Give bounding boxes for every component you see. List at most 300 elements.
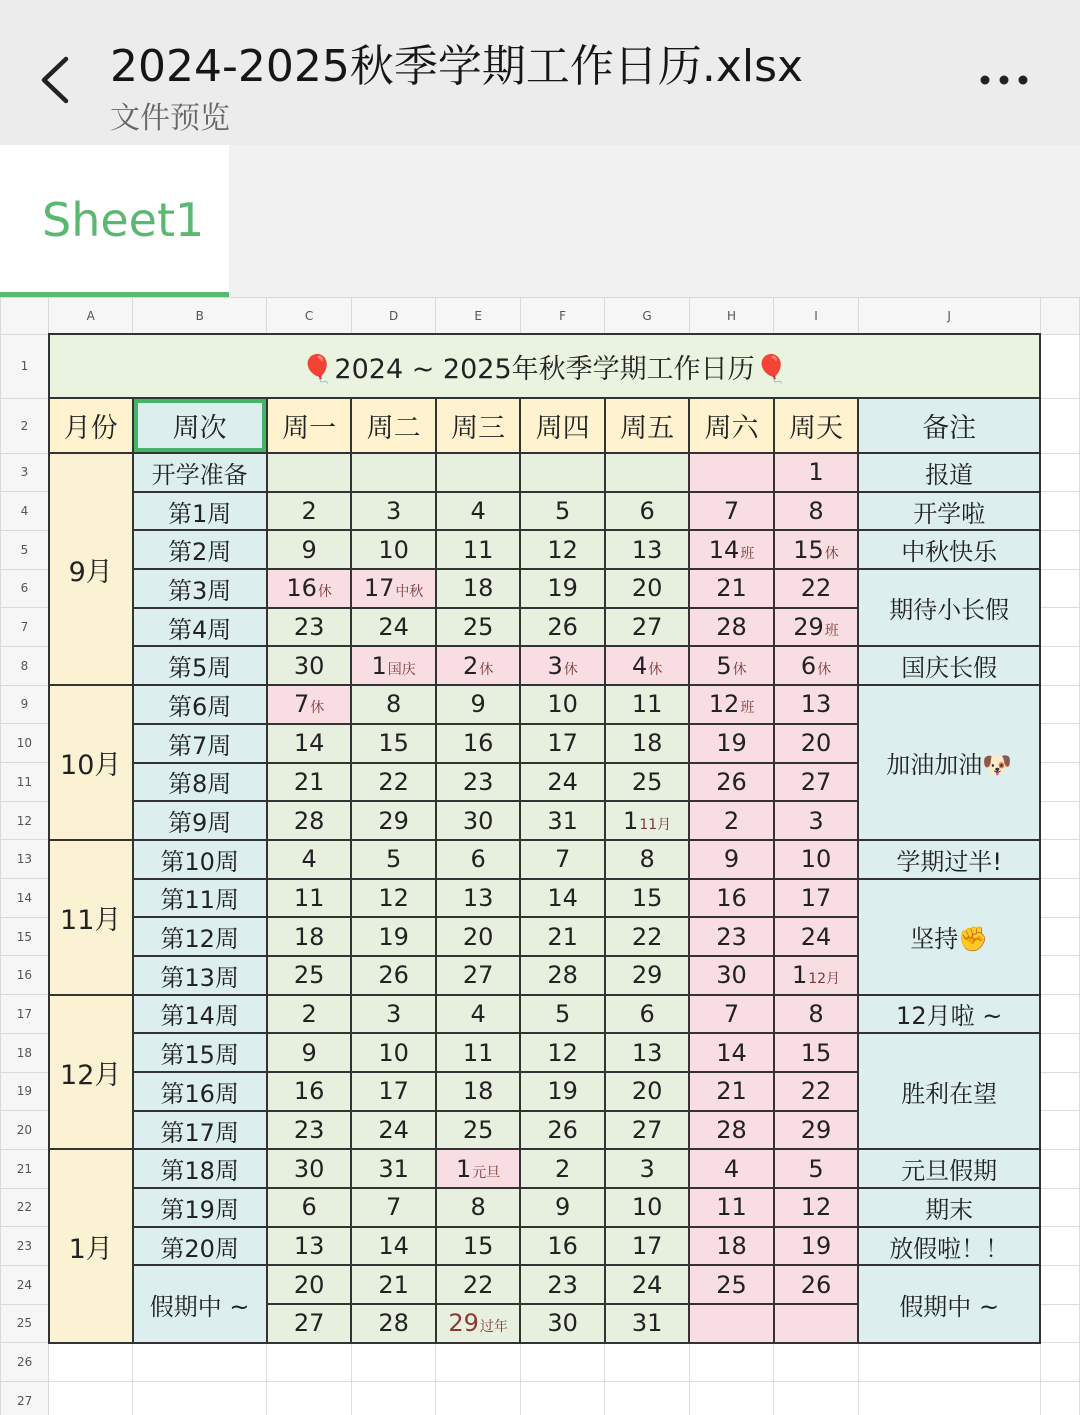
day-cell[interactable] <box>689 569 773 608</box>
day-cell[interactable] <box>689 724 773 763</box>
empty-cell[interactable] <box>1040 1188 1079 1227</box>
day-cell[interactable] <box>351 646 436 685</box>
day-cell[interactable] <box>689 1033 773 1072</box>
day-cell[interactable] <box>436 801 521 840</box>
row-header-1[interactable]: 1 <box>1 334 49 398</box>
empty-cell[interactable] <box>436 1382 521 1415</box>
day-cell[interactable] <box>774 995 858 1034</box>
empty-cell[interactable] <box>267 1343 351 1382</box>
row-header-20[interactable]: 20 <box>1 1111 49 1150</box>
week-cell[interactable]: 第19周 <box>133 1188 267 1227</box>
day-cell[interactable] <box>267 492 351 531</box>
day-cell[interactable] <box>520 685 604 724</box>
day-cell[interactable] <box>436 453 521 492</box>
day-cell[interactable] <box>267 1227 351 1266</box>
day-cell[interactable] <box>351 569 436 608</box>
day-cell[interactable] <box>774 1111 858 1150</box>
day-cell[interactable] <box>689 1149 773 1188</box>
day-cell[interactable] <box>267 1072 351 1111</box>
week-cell[interactable]: 第3周 <box>133 569 267 608</box>
tab-sheet1[interactable] <box>0 145 229 297</box>
empty-cell[interactable] <box>774 1382 858 1415</box>
day-cell[interactable] <box>351 530 436 569</box>
day-cell[interactable] <box>267 646 351 685</box>
day-cell[interactable] <box>436 569 521 608</box>
empty-cell[interactable] <box>1040 398 1079 453</box>
day-cell[interactable] <box>267 1265 351 1304</box>
empty-cell[interactable] <box>1040 1304 1079 1343</box>
day-cell[interactable] <box>520 1188 604 1227</box>
week-cell[interactable]: 第4周 <box>133 608 267 647</box>
day-cell[interactable] <box>520 840 604 879</box>
empty-cell[interactable] <box>1040 1382 1079 1415</box>
week-cell[interactable]: 第20周 <box>133 1227 267 1266</box>
day-cell[interactable] <box>351 1072 436 1111</box>
day-cell[interactable] <box>267 724 351 763</box>
empty-cell[interactable] <box>1040 1149 1079 1188</box>
empty-cell[interactable] <box>605 1382 689 1415</box>
day-cell[interactable] <box>605 569 689 608</box>
empty-cell[interactable] <box>1040 453 1079 492</box>
day-cell[interactable] <box>774 1149 858 1188</box>
day-cell[interactable] <box>605 956 689 995</box>
day-cell[interactable] <box>689 608 773 647</box>
empty-cell[interactable] <box>1040 646 1079 685</box>
empty-cell[interactable] <box>1040 995 1079 1034</box>
day-cell[interactable] <box>774 724 858 763</box>
back-button[interactable] <box>30 45 90 115</box>
column-header-e[interactable]: E <box>436 298 521 335</box>
column-header-f[interactable]: F <box>520 298 604 335</box>
day-cell[interactable] <box>436 646 521 685</box>
row-header-13[interactable]: 13 <box>1 840 49 879</box>
day-cell[interactable] <box>267 608 351 647</box>
month-cell[interactable]: 10月 <box>49 685 133 840</box>
day-cell[interactable] <box>520 569 604 608</box>
week-cell[interactable]: 第8周 <box>133 763 267 802</box>
row-header-18[interactable]: 18 <box>1 1033 49 1072</box>
day-cell[interactable] <box>267 453 351 492</box>
day-cell[interactable] <box>351 801 436 840</box>
day-cell[interactable] <box>267 956 351 995</box>
day-cell[interactable] <box>267 530 351 569</box>
month-cell[interactable]: 11月 <box>49 840 133 995</box>
column-header-g[interactable]: G <box>605 298 689 335</box>
day-cell[interactable] <box>351 763 436 802</box>
day-cell[interactable] <box>605 1149 689 1188</box>
day-cell[interactable] <box>689 1265 773 1304</box>
week-cell[interactable]: 第9周 <box>133 801 267 840</box>
note-cell[interactable]: 加油加油🐶 <box>858 685 1040 840</box>
day-cell[interactable] <box>351 1265 436 1304</box>
week-cell[interactable]: 第2周 <box>133 530 267 569</box>
day-cell[interactable] <box>520 1304 604 1343</box>
header-4[interactable]: 周三 <box>436 398 521 453</box>
day-cell[interactable] <box>436 1265 521 1304</box>
day-cell[interactable] <box>605 1265 689 1304</box>
empty-cell[interactable] <box>1040 685 1079 724</box>
day-cell[interactable] <box>605 1304 689 1343</box>
day-cell[interactable] <box>605 685 689 724</box>
day-cell[interactable] <box>689 1227 773 1266</box>
day-cell[interactable] <box>436 1188 521 1227</box>
row-header-26[interactable]: 26 <box>1 1343 49 1382</box>
month-cell[interactable]: 1月 <box>49 1149 133 1342</box>
day-cell[interactable] <box>267 569 351 608</box>
day-cell[interactable] <box>351 917 436 956</box>
header-7[interactable]: 周六 <box>689 398 773 453</box>
week-cell[interactable]: 假期中 ~ <box>133 1265 267 1342</box>
day-cell[interactable] <box>436 1033 521 1072</box>
day-cell[interactable] <box>267 879 351 918</box>
day-cell[interactable] <box>520 1265 604 1304</box>
row-header-4[interactable]: 4 <box>1 492 49 531</box>
day-cell[interactable] <box>689 1188 773 1227</box>
day-cell[interactable] <box>689 1111 773 1150</box>
week-cell[interactable]: 第7周 <box>133 724 267 763</box>
day-cell[interactable] <box>520 879 604 918</box>
corner-cell[interactable] <box>1 298 49 335</box>
column-header-extra[interactable] <box>1040 298 1079 335</box>
day-cell[interactable] <box>689 763 773 802</box>
day-cell[interactable] <box>436 995 521 1034</box>
week-cell[interactable]: 第6周 <box>133 685 267 724</box>
day-cell[interactable] <box>351 608 436 647</box>
more-options-button[interactable] <box>975 62 1035 98</box>
empty-cell[interactable] <box>520 1382 604 1415</box>
day-cell[interactable] <box>689 492 773 531</box>
day-cell[interactable] <box>267 1304 351 1343</box>
header-9[interactable]: 备注 <box>858 398 1040 453</box>
week-cell[interactable]: 第16周 <box>133 1072 267 1111</box>
day-cell[interactable] <box>436 917 521 956</box>
empty-cell[interactable] <box>1040 530 1079 569</box>
day-cell[interactable] <box>351 1227 436 1266</box>
row-header-17[interactable]: 17 <box>1 995 49 1034</box>
header-2[interactable]: 周一 <box>267 398 351 453</box>
day-cell[interactable] <box>351 1033 436 1072</box>
day-cell[interactable] <box>605 646 689 685</box>
column-header-i[interactable]: I <box>774 298 858 335</box>
note-cell[interactable]: 假期中 ~ <box>858 1265 1040 1342</box>
row-header-22[interactable]: 22 <box>1 1188 49 1227</box>
spreadsheet-grid[interactable] <box>0 297 1080 1415</box>
empty-cell[interactable] <box>351 1382 436 1415</box>
day-cell[interactable] <box>605 995 689 1034</box>
day-cell[interactable] <box>689 801 773 840</box>
week-cell[interactable]: 第14周 <box>133 995 267 1034</box>
day-cell[interactable] <box>267 801 351 840</box>
day-cell[interactable] <box>351 879 436 918</box>
row-header-11[interactable]: 11 <box>1 763 49 802</box>
day-cell[interactable] <box>774 1033 858 1072</box>
day-cell[interactable] <box>351 995 436 1034</box>
day-cell[interactable] <box>436 956 521 995</box>
empty-cell[interactable] <box>1040 1265 1079 1304</box>
day-cell[interactable] <box>520 1227 604 1266</box>
day-cell[interactable] <box>351 1188 436 1227</box>
empty-cell[interactable] <box>1040 879 1079 918</box>
day-cell[interactable] <box>605 917 689 956</box>
day-cell[interactable] <box>774 1188 858 1227</box>
day-cell[interactable] <box>436 530 521 569</box>
day-cell[interactable] <box>774 646 858 685</box>
day-cell[interactable] <box>605 453 689 492</box>
note-cell[interactable]: 报道 <box>858 453 1040 492</box>
empty-cell[interactable] <box>1040 763 1079 802</box>
row-header-24[interactable]: 24 <box>1 1265 49 1304</box>
row-header-5[interactable]: 5 <box>1 530 49 569</box>
note-cell[interactable]: 国庆长假 <box>858 646 1040 685</box>
day-cell[interactable] <box>267 1188 351 1227</box>
day-cell[interactable] <box>774 763 858 802</box>
day-cell[interactable] <box>689 453 773 492</box>
header-0[interactable]: 月份 <box>49 398 133 453</box>
day-cell[interactable] <box>520 1072 604 1111</box>
empty-cell[interactable] <box>1040 840 1079 879</box>
day-cell[interactable] <box>520 1149 604 1188</box>
day-cell[interactable] <box>267 1111 351 1150</box>
day-cell[interactable] <box>605 840 689 879</box>
column-header-c[interactable]: C <box>267 298 351 335</box>
note-cell[interactable]: 期末 <box>858 1188 1040 1227</box>
week-cell[interactable]: 第5周 <box>133 646 267 685</box>
note-cell[interactable]: 学期过半! <box>858 840 1040 879</box>
empty-cell[interactable] <box>1040 801 1079 840</box>
day-cell[interactable] <box>436 1149 521 1188</box>
week-cell[interactable]: 第17周 <box>133 1111 267 1150</box>
day-cell[interactable] <box>436 879 521 918</box>
day-cell[interactable] <box>436 763 521 802</box>
header-3[interactable]: 周二 <box>351 398 436 453</box>
row-header-12[interactable]: 12 <box>1 801 49 840</box>
row-header-25[interactable]: 25 <box>1 1304 49 1343</box>
row-header-23[interactable]: 23 <box>1 1227 49 1266</box>
day-cell[interactable] <box>436 492 521 531</box>
empty-cell[interactable] <box>1040 1343 1079 1382</box>
month-cell[interactable]: 9月 <box>49 453 133 685</box>
day-cell[interactable] <box>267 917 351 956</box>
header-6[interactable]: 周五 <box>605 398 689 453</box>
empty-cell[interactable] <box>133 1382 267 1415</box>
day-cell[interactable] <box>605 492 689 531</box>
day-cell[interactable] <box>605 1227 689 1266</box>
day-cell[interactable] <box>774 1304 858 1343</box>
empty-cell[interactable] <box>1040 956 1079 995</box>
row-header-19[interactable]: 19 <box>1 1072 49 1111</box>
day-cell[interactable] <box>351 840 436 879</box>
day-cell[interactable] <box>605 763 689 802</box>
empty-cell[interactable] <box>1040 1111 1079 1150</box>
row-header-16[interactable]: 16 <box>1 956 49 995</box>
day-cell[interactable] <box>351 453 436 492</box>
day-cell[interactable] <box>689 646 773 685</box>
day-cell[interactable] <box>689 956 773 995</box>
week-cell[interactable]: 第11周 <box>133 879 267 918</box>
day-cell[interactable] <box>351 685 436 724</box>
day-cell[interactable] <box>351 492 436 531</box>
note-cell[interactable]: 12月啦 ~ <box>858 995 1040 1034</box>
row-header-14[interactable]: 14 <box>1 879 49 918</box>
day-cell[interactable] <box>774 917 858 956</box>
column-header-a[interactable]: A <box>49 298 133 335</box>
note-cell[interactable]: 胜利在望 <box>858 1033 1040 1149</box>
day-cell[interactable] <box>267 995 351 1034</box>
day-cell[interactable] <box>774 879 858 918</box>
day-cell[interactable] <box>267 1149 351 1188</box>
day-cell[interactable] <box>520 995 604 1034</box>
day-cell[interactable] <box>520 956 604 995</box>
empty-cell[interactable] <box>1040 724 1079 763</box>
empty-cell[interactable] <box>858 1382 1040 1415</box>
row-header-27[interactable]: 27 <box>1 1382 49 1415</box>
day-cell[interactable] <box>520 724 604 763</box>
day-cell[interactable] <box>267 685 351 724</box>
day-cell[interactable] <box>774 1227 858 1266</box>
sheet-title-cell[interactable] <box>49 334 1040 398</box>
header-5[interactable]: 周四 <box>520 398 604 453</box>
empty-cell[interactable] <box>1040 569 1079 608</box>
row-header-21[interactable]: 21 <box>1 1149 49 1188</box>
week-cell[interactable]: 开学准备 <box>133 453 267 492</box>
day-cell[interactable] <box>774 453 858 492</box>
day-cell[interactable] <box>689 685 773 724</box>
day-cell[interactable] <box>605 724 689 763</box>
day-cell[interactable] <box>267 840 351 879</box>
day-cell[interactable] <box>520 492 604 531</box>
empty-cell[interactable] <box>520 1343 604 1382</box>
day-cell[interactable] <box>520 1033 604 1072</box>
row-header-15[interactable]: 15 <box>1 917 49 956</box>
day-cell[interactable] <box>774 801 858 840</box>
empty-cell[interactable] <box>1040 1227 1079 1266</box>
day-cell[interactable] <box>351 956 436 995</box>
empty-cell[interactable] <box>689 1382 773 1415</box>
week-cell[interactable]: 第1周 <box>133 492 267 531</box>
day-cell[interactable] <box>689 917 773 956</box>
day-cell[interactable] <box>520 763 604 802</box>
day-cell[interactable] <box>689 995 773 1034</box>
row-header-8[interactable]: 8 <box>1 646 49 685</box>
day-cell[interactable] <box>689 840 773 879</box>
day-cell[interactable] <box>605 608 689 647</box>
day-cell[interactable] <box>267 1033 351 1072</box>
empty-cell[interactable] <box>689 1343 773 1382</box>
day-cell[interactable] <box>520 530 604 569</box>
day-cell[interactable] <box>520 608 604 647</box>
empty-cell[interactable] <box>1040 608 1079 647</box>
column-header-b[interactable]: B <box>133 298 267 335</box>
day-cell[interactable] <box>351 1304 436 1343</box>
empty-cell[interactable] <box>1040 492 1079 531</box>
note-cell[interactable]: 开学啦 <box>858 492 1040 531</box>
day-cell[interactable] <box>774 608 858 647</box>
day-cell[interactable] <box>774 492 858 531</box>
empty-cell[interactable] <box>1040 1072 1079 1111</box>
day-cell[interactable] <box>689 1072 773 1111</box>
week-cell[interactable]: 第15周 <box>133 1033 267 1072</box>
day-cell[interactable] <box>689 879 773 918</box>
empty-cell[interactable] <box>605 1343 689 1382</box>
day-cell[interactable] <box>605 1072 689 1111</box>
empty-cell[interactable] <box>351 1343 436 1382</box>
empty-cell[interactable] <box>774 1343 858 1382</box>
day-cell[interactable] <box>351 1149 436 1188</box>
day-cell[interactable] <box>520 453 604 492</box>
day-cell[interactable] <box>605 530 689 569</box>
day-cell[interactable] <box>436 724 521 763</box>
day-cell[interactable] <box>774 1265 858 1304</box>
day-cell[interactable] <box>436 840 521 879</box>
empty-cell[interactable] <box>858 1343 1040 1382</box>
day-cell[interactable] <box>436 1111 521 1150</box>
day-cell[interactable] <box>436 1072 521 1111</box>
empty-cell[interactable] <box>49 1343 133 1382</box>
day-cell[interactable] <box>774 685 858 724</box>
header-8[interactable]: 周天 <box>774 398 858 453</box>
week-cell[interactable]: 第13周 <box>133 956 267 995</box>
day-cell[interactable] <box>520 1111 604 1150</box>
day-cell[interactable] <box>351 724 436 763</box>
day-cell[interactable] <box>351 1111 436 1150</box>
empty-cell[interactable] <box>133 1343 267 1382</box>
empty-cell[interactable] <box>1040 1033 1079 1072</box>
day-cell[interactable] <box>774 840 858 879</box>
column-header-j[interactable]: J <box>858 298 1040 335</box>
note-cell[interactable]: 放假啦！！ <box>858 1227 1040 1266</box>
row-header-7[interactable]: 7 <box>1 608 49 647</box>
day-cell[interactable] <box>605 1111 689 1150</box>
day-cell[interactable] <box>774 956 858 995</box>
note-cell[interactable]: 坚持✊ <box>858 879 1040 995</box>
day-cell[interactable] <box>689 530 773 569</box>
day-cell[interactable] <box>605 1188 689 1227</box>
empty-cell[interactable] <box>1040 917 1079 956</box>
row-header-6[interactable]: 6 <box>1 569 49 608</box>
column-header-h[interactable]: H <box>689 298 773 335</box>
week-cell[interactable]: 第12周 <box>133 917 267 956</box>
note-cell[interactable]: 期待小长假 <box>858 569 1040 646</box>
week-cell[interactable]: 第18周 <box>133 1149 267 1188</box>
day-cell[interactable] <box>689 1304 773 1343</box>
empty-cell[interactable] <box>267 1382 351 1415</box>
day-cell[interactable] <box>436 608 521 647</box>
empty-cell[interactable] <box>436 1343 521 1382</box>
header-week-selected[interactable]: 周次 <box>133 398 267 453</box>
day-cell[interactable] <box>605 1033 689 1072</box>
empty-cell[interactable] <box>1040 334 1079 398</box>
day-cell[interactable] <box>436 685 521 724</box>
day-cell[interactable] <box>774 1072 858 1111</box>
day-cell[interactable] <box>436 1304 521 1343</box>
day-cell[interactable] <box>605 801 689 840</box>
row-header-9[interactable]: 9 <box>1 685 49 724</box>
empty-cell[interactable] <box>49 1382 133 1415</box>
day-cell[interactable] <box>774 530 858 569</box>
column-header-d[interactable]: D <box>351 298 436 335</box>
month-cell[interactable]: 12月 <box>49 995 133 1150</box>
day-cell[interactable] <box>520 917 604 956</box>
day-cell[interactable] <box>436 1227 521 1266</box>
row-header-2[interactable]: 2 <box>1 398 49 453</box>
day-cell[interactable] <box>605 879 689 918</box>
day-cell[interactable] <box>520 801 604 840</box>
row-header-3[interactable]: 3 <box>1 453 49 492</box>
day-cell[interactable] <box>267 763 351 802</box>
day-cell[interactable] <box>520 646 604 685</box>
note-cell[interactable]: 中秋快乐 <box>858 530 1040 569</box>
note-cell[interactable]: 元旦假期 <box>858 1149 1040 1188</box>
